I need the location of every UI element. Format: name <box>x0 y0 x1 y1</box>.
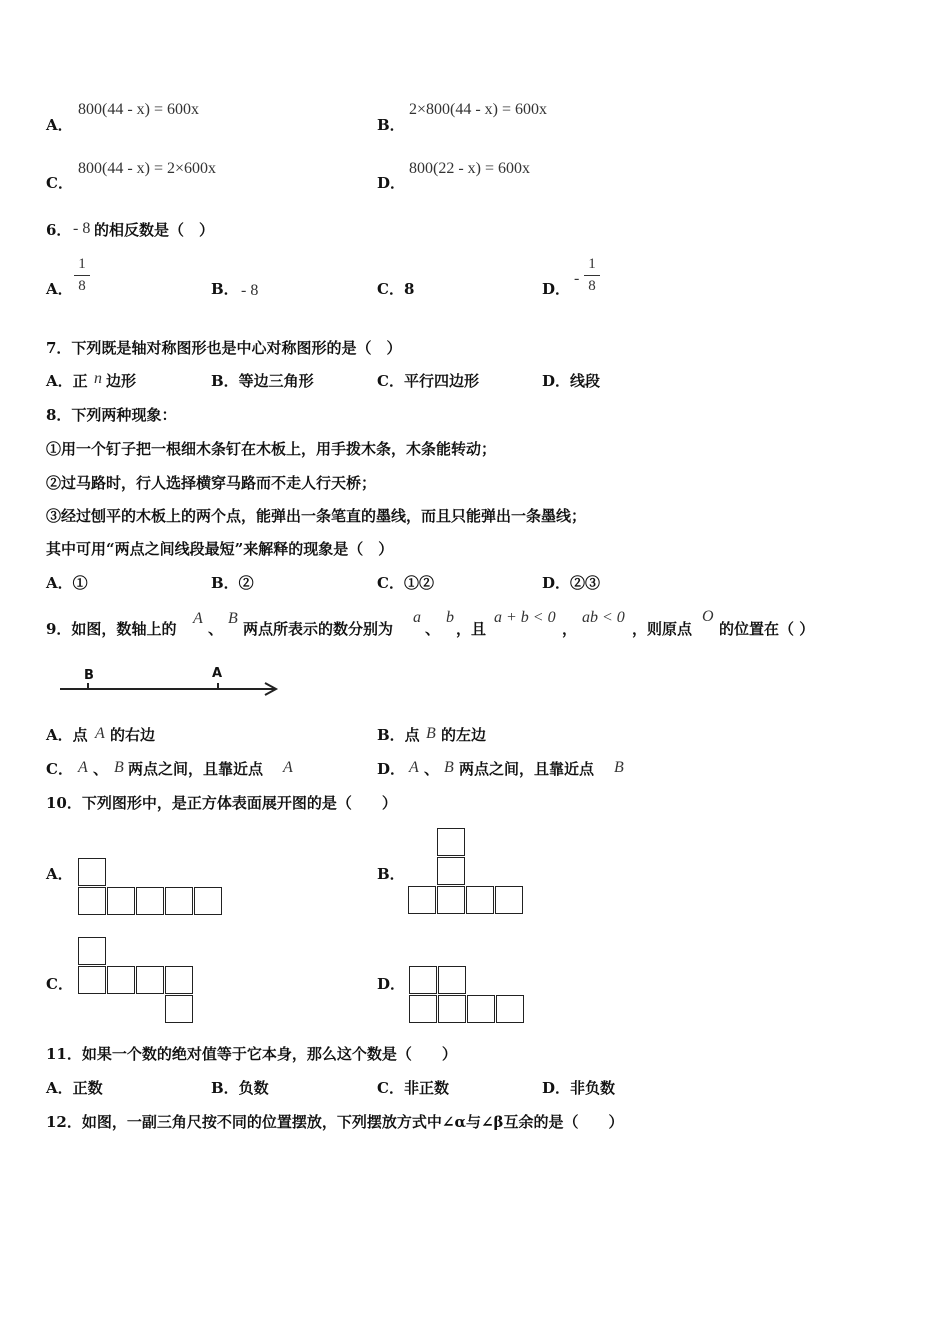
question-number: 6． <box>46 221 72 239</box>
option-label: B．点 <box>377 726 420 744</box>
stem-part: 9．如图，数轴上的 <box>46 620 177 638</box>
q11-option-b: B．负数 <box>211 1079 269 1097</box>
net-square <box>409 995 437 1023</box>
variable: B <box>614 759 624 776</box>
option-label: A．点 <box>46 726 88 744</box>
separator: 、 <box>425 620 441 638</box>
separator: 、 <box>208 620 224 638</box>
variable-n: n <box>94 370 102 387</box>
numerator: 1 <box>588 256 596 272</box>
option-label: B． <box>211 280 239 298</box>
net-square <box>165 887 193 915</box>
option-label: C． <box>46 174 73 192</box>
formula: 2×800(44 - x) = 600x <box>409 101 548 118</box>
variable: B <box>114 759 124 776</box>
net-square <box>78 966 106 994</box>
variable-b: b <box>446 609 454 626</box>
fraction <box>74 257 90 294</box>
condition-2: ab < 0 <box>582 609 625 626</box>
q7-option-d: D．线段 <box>542 372 601 390</box>
question-11-stem: 11．如果一个数的绝对值等于它本身，那么这个数是（ ） <box>46 1045 457 1063</box>
net-square <box>437 886 465 914</box>
numerator: 1 <box>78 256 86 272</box>
option-suffix: 边形 <box>106 372 137 390</box>
variable-a: a <box>413 609 421 626</box>
option-label: B． <box>377 116 405 134</box>
q11-option-d: D．非负数 <box>542 1079 616 1097</box>
variable-B: B <box>228 610 238 627</box>
net-square <box>165 995 193 1023</box>
fraction <box>584 257 600 294</box>
q8-item-2: ②过马路时，行人选择横穿马路而不走人行天桥； <box>46 474 377 492</box>
variable: A <box>409 759 419 776</box>
net-square <box>409 966 437 994</box>
q8-option-a: A．① <box>46 574 88 592</box>
option-label: A．正 <box>46 372 88 390</box>
formula: 800(44 - x) = 2×600x <box>78 160 217 177</box>
option-label: C． <box>46 760 73 778</box>
net-square <box>136 966 164 994</box>
net-square <box>78 858 106 886</box>
option-text: 的左边 <box>441 726 487 744</box>
q8-option-d: D．②③ <box>542 574 601 592</box>
option-label: D． <box>377 760 406 778</box>
variable: A <box>95 725 105 742</box>
net-square <box>107 966 135 994</box>
question-value: - 8 <box>73 220 91 237</box>
net-square <box>78 937 106 965</box>
q10-option-a-label: A． <box>46 865 73 883</box>
net-square <box>194 887 222 915</box>
net-square <box>437 857 465 885</box>
formula: 800(22 - x) = 600x <box>409 160 531 177</box>
net-square <box>107 887 135 915</box>
question-8-stem: 8．下列两种现象： <box>46 406 177 424</box>
q10-option-c-label: C． <box>46 975 73 993</box>
q11-option-a: A．正数 <box>46 1079 103 1097</box>
option-text: 两点之间，且靠近点 <box>459 760 595 778</box>
variable: A <box>283 759 293 776</box>
net-square <box>496 995 524 1023</box>
q7-option-b: B．等边三角形 <box>211 372 314 390</box>
q7-option-c: C．平行四边形 <box>377 372 479 390</box>
net-square <box>467 995 495 1023</box>
q11-option-c: C．非正数 <box>377 1079 449 1097</box>
separator: ， <box>562 620 578 638</box>
q8-option-c: C．①② <box>377 574 434 592</box>
q8-item-1: ①用一个钉子把一根细木条钉在木板上，用手拨木条，木条能转动； <box>46 440 497 458</box>
net-square <box>165 966 193 994</box>
stem-part: 的位置在（ ） <box>719 620 815 638</box>
option-text: 的右边 <box>110 726 156 744</box>
variable-A: A <box>193 610 203 627</box>
net-square <box>437 828 465 856</box>
question-10-stem: 10．下列图形中，是正方体表面展开图的是（ ） <box>46 794 397 812</box>
net-square <box>438 966 466 994</box>
point-B-label: B <box>84 668 94 683</box>
net-square <box>408 886 436 914</box>
option-text: 两点之间，且靠近点 <box>128 760 264 778</box>
condition-1: a + b < 0 <box>494 609 556 626</box>
separator: 、 <box>93 760 109 778</box>
question-7-stem: 7．下列既是轴对称图形也是中心对称图形的是（ ） <box>46 339 402 357</box>
separator: 、 <box>424 760 440 778</box>
fraction-bar <box>74 275 90 276</box>
formula: 800(44 - x) = 600x <box>78 101 200 118</box>
option-label: D． <box>377 174 406 192</box>
q8-item-3: ③经过刨平的木板上的两个点，能弹出一条笔直的墨线，而且只能弹出一条墨线； <box>46 507 587 525</box>
net-square <box>438 995 466 1023</box>
net-square <box>466 886 494 914</box>
denominator: 8 <box>588 278 596 294</box>
number-line <box>58 680 288 700</box>
q10-option-d-label: D． <box>377 975 406 993</box>
minus-sign: - <box>574 270 580 287</box>
net-square <box>78 887 106 915</box>
option-label: C．8 <box>377 280 415 298</box>
variable: A <box>78 759 88 776</box>
stem-part: ，则原点 <box>632 620 693 638</box>
point-A-label: A <box>212 666 223 681</box>
q10-option-b-label: B． <box>377 865 405 883</box>
stem-part: ，且 <box>456 620 487 638</box>
denominator: 8 <box>78 278 86 294</box>
variable-O: O <box>702 608 714 625</box>
q8-question: 其中可用“两点之间线段最短”来解释的现象是（ ） <box>46 540 394 558</box>
question-text: 的相反数是（ ） <box>94 221 215 239</box>
variable: B <box>444 759 454 776</box>
option-value: - 8 <box>241 282 259 299</box>
stem-part: 两点所表示的数分别为 <box>243 620 394 638</box>
net-square <box>495 886 523 914</box>
q8-option-b: B．② <box>211 574 254 592</box>
net-square <box>136 887 164 915</box>
option-label: A． <box>46 280 73 298</box>
option-label: A． <box>46 116 73 134</box>
question-12-stem: 12．如图，一副三角尺按不同的位置摆放，下列摆放方式中∠α与∠β互余的是（ ） <box>46 1113 624 1131</box>
fraction-bar <box>584 275 600 276</box>
option-label: D． <box>542 280 571 298</box>
variable: B <box>426 725 436 742</box>
